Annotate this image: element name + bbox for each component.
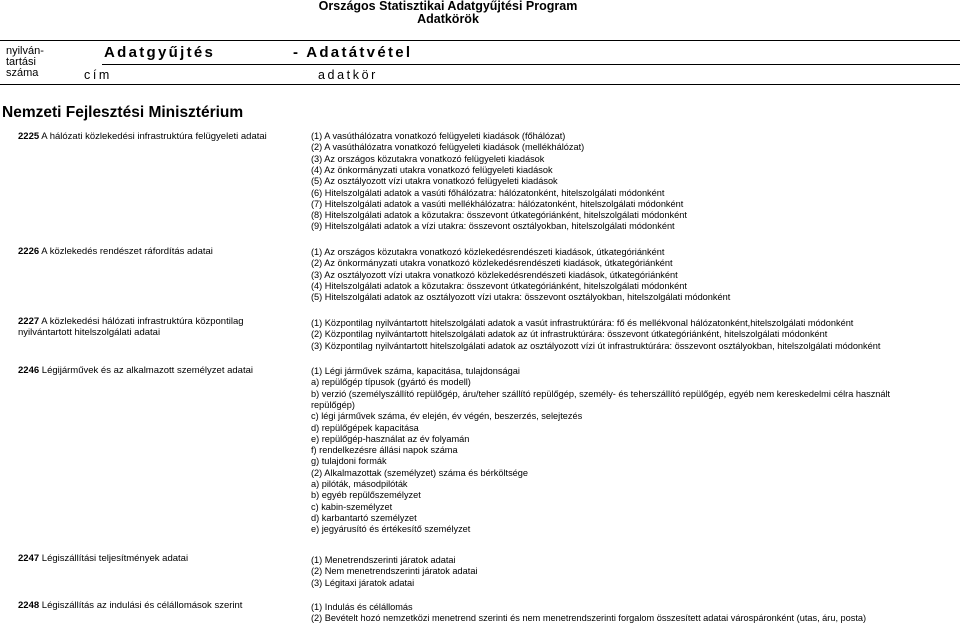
list-item: e) jegyárusító és értékesítő személyzet [311,524,471,535]
list-item: b) egyéb repülőszemélyzet [311,490,421,501]
list-item: (1) Légi járművek száma, kapacitása, tulajdonságai [311,366,520,376]
header-bottom-rule [0,84,960,85]
list-item: (3) Az országos közutakra vonatkozó felügyeleti kiadások [311,153,545,164]
list-item: a) repülőgép típusok (gyártó és modell) [311,377,471,388]
list-item: (3) Az osztályozott vízi utakra vonatkozó közlekedésrendészeti kiadások, útkategóriánként [311,269,678,280]
header-collection-title: Adatgyűjtés [104,44,216,61]
list-item: (1) Az országos közutakra vonatkozó közlekedésrendészeti kiadások, útkategóriánként [311,247,665,257]
list-item: (2) Bevételt hozó nemzetközi menetrend szerinti és nem menetrendszerinti forgalom összesített adatai várospáronként (utas, áru, posta) [311,613,867,624]
entry-label-2225 [18,132,288,143]
entry-label-2248 [18,601,288,612]
list-item: (2) Az önkormányzati utakra vonatkozó közlekedésrendészeti kiadások, útkategóriánként [311,258,673,269]
document-subtitle: Adatkörök [417,12,479,26]
entry-label-2226 [18,247,288,258]
entry-code: 2227 [18,316,40,327]
list-item: c) légi járművek száma, év elején, év végén, beszerzés, selejtezés [311,411,583,422]
entry-title: Légijárművek és az alkalmazott személyzet adatai [41,365,253,376]
header-col-number-line3: száma [6,67,39,79]
list-item: f) rendelkezésre állási napok száma [311,445,458,456]
entry-code: 2246 [18,365,40,376]
entry-code: 2225 [18,131,40,142]
list-item: (2) Alkalmazottak (személyzet) száma és bérköltsége [311,467,529,478]
entry-title: A hálózati közlekedési infrastruktúra felügyeleti adatai [41,131,267,142]
entry-code: 2247 [18,553,40,564]
list-item: e) repülőgép-használat az év folyamán [311,433,470,444]
list-item: d) repülőgépek kapacitása [311,422,419,433]
entry-label-2247 [18,554,288,565]
list-item: (3) Központilag nyilvántartott hitelszolgálati adatok az osztályozott vízi út infrastruktúrára: összevont osztályokban, hitelszolgálati módonként [311,340,881,351]
list-item: (2) Központilag nyilvántartott hitelszolgálati adatok az út infrastruktúrára: összevont útkategóriánként, hitelszolgálati módonként [311,329,828,340]
list-item: (1) Menetrendszerinti járatok adatai [311,555,456,565]
list-item: (4) Az önkormányzati utakra vonatkozó felügyeleti kiadások [311,164,553,175]
list-item: (4) Hitelszolgálati adatok a közutakra: összevont útkategóriánként, hitelszolgálati módonként [311,280,687,291]
list-item: (9) Hitelszolgálati adatok a vízi utakra: összevont osztályokban, hitelszolgálati módonként [311,221,675,232]
list-item: (1) A vasúthálózatra vonatkozó felügyeleti kiadások (főhálózat) [311,131,566,141]
entry-code: 2226 [18,246,40,257]
list-item: c) kabin-személyzet [311,501,393,512]
entry-title: A közlekedés rendészet ráfordítás adatai [41,246,213,257]
list-item: (1) Központilag nyilvántartott hitelszolgálati adatok a vasút infrastruktúrára: fő és mellékvonal hálózatonként,hitelszolgálati módonként [311,318,854,328]
entry-label-2246 [18,366,288,377]
list-item: b) verzió (személyszállító repülőgép, áru/teher szállító repülőgép, személy- és teherszállító repülőgép, egyéb nem kereskedelmi célra használt [311,388,891,399]
header-mid-rule [102,64,960,65]
list-item: (7) Hitelszolgálati adatok a vasúti mellékhálózatra: hálózatonként, hitelszolgálati módonként [311,198,684,209]
entry-code: 2248 [18,600,40,611]
list-item: (8) Hitelszolgálati adatok a közutakra: összevont útkategóriánként, hitelszolgálati módonként [311,210,687,221]
list-item: (5) Hitelszolgálati adatok az osztályozott vízi utakra: összevont osztályokban, hitelszolgálati módonként [311,292,731,303]
list-item: d) karbantartó személyzet [311,512,417,523]
header-sub-title: cím [84,68,112,82]
list-item: (1) Indulás és célállomás [311,602,413,612]
header-sub-datascope: adatkör [318,68,378,82]
list-item: (6) Hitelszolgálati adatok a vasúti főhálózatra: hálózatonként, hitelszolgálati módonként [311,187,665,198]
header-col-number-line1: nyilván- [6,45,44,57]
document-title: Országos Statisztikai Adatgyűjtési Program [318,0,578,13]
list-item: a) pilóták, másodpilóták [311,479,408,489]
entry-title: Légiszállítás az indulási és célállomások szerint [41,600,243,611]
entry-title: A közlekedési hálózati infrastruktúra központilag nyilvántartott hitelszolgálati adatai [18,316,244,338]
header-transfer-title: - Adatátvétel [293,44,413,61]
header-top-rule [0,40,960,41]
ministry-heading: Nemzeti Fejlesztési Minisztérium [2,104,244,121]
entry-label-2227 [18,317,273,338]
entry-title: Légiszállítási teljesítmények adatai [41,553,189,564]
header-col-number-line2: tartási [6,56,36,68]
list-item: (3) Légitaxi járatok adatai [311,577,415,588]
list-item: (5) Az osztályozott vízi utakra vonatkozó felügyeleti kiadások [311,176,558,187]
list-item: (2) Nem menetrendszerinti járatok adatai [311,566,478,577]
list-item: g) tulajdoni formák [311,456,387,467]
list-item: repülőgép) [311,399,355,410]
list-item: (2) A vasúthálózatra vonatkozó felügyeleti kiadások (mellékhálózat) [311,142,585,153]
